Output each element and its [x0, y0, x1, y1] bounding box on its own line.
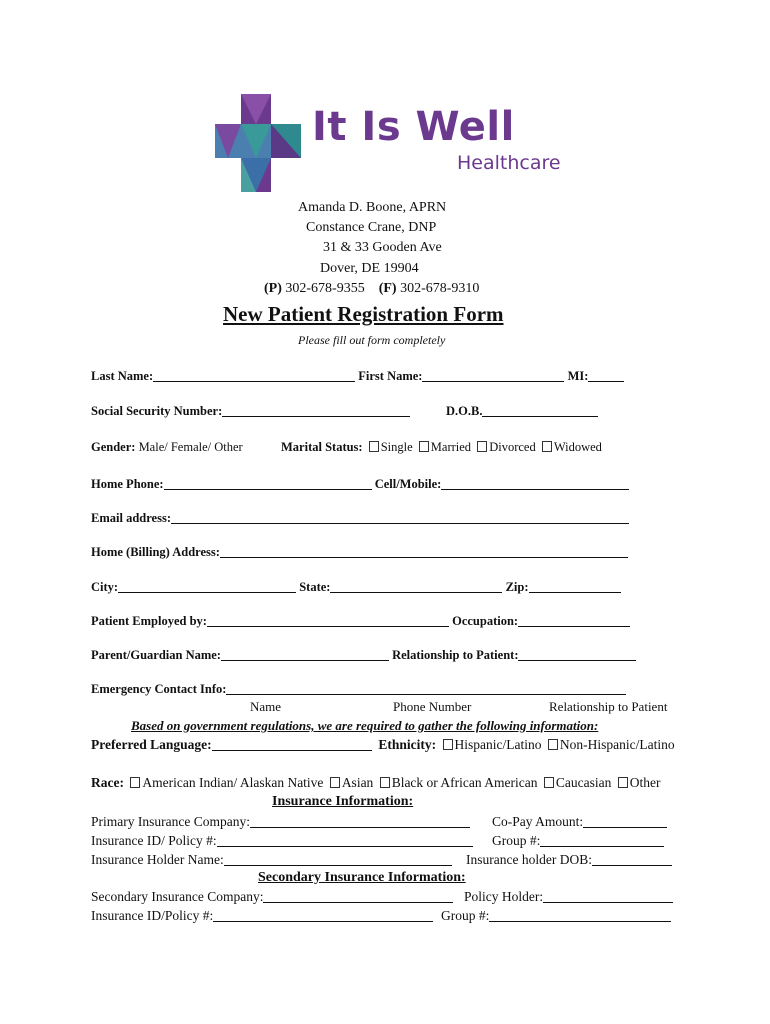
widowed-label: Widowed [553, 440, 602, 454]
provider-contact [264, 281, 479, 297]
gender-label: Gender: [91, 440, 136, 454]
row-emergency [91, 682, 626, 697]
occupation-field[interactable] [518, 614, 630, 627]
provider-name-1: Amanda D. Boone, APRN [298, 200, 447, 215]
asian-label: Asian [341, 775, 374, 790]
group-label: Group #: [492, 833, 541, 848]
row-secondary-company [91, 889, 453, 905]
row-policy-holder [464, 889, 673, 905]
primary-company-label: Primary Insurance Company: [91, 814, 250, 829]
row-city [91, 580, 621, 595]
first-name-label: First Name: [358, 369, 423, 383]
secondary-group-label: Group #: [441, 908, 490, 923]
state-field[interactable] [330, 580, 502, 593]
row-employer [91, 614, 630, 629]
secondary-heading: Secondary Insurance Information: [258, 870, 466, 885]
divorced-checkbox[interactable] [477, 441, 487, 452]
state-label: State: [299, 580, 331, 594]
widowed-checkbox[interactable] [542, 441, 552, 452]
ethnicity-label: Ethnicity: [378, 737, 437, 752]
row-secondary-id [91, 908, 433, 924]
last-name-label: Last Name: [91, 369, 154, 383]
dob-label: D.O.B. [446, 404, 483, 418]
ssn-field[interactable] [222, 404, 410, 417]
holder-name-field[interactable] [224, 853, 452, 866]
hispanic-label: Hispanic/Latino [454, 737, 542, 752]
cross-logo-icon [215, 94, 301, 192]
asian-checkbox[interactable] [330, 777, 340, 788]
last-name-field[interactable] [153, 369, 355, 382]
city-field[interactable] [118, 580, 296, 593]
black-checkbox[interactable] [380, 777, 390, 788]
fax-number: 302-678-9310 [400, 281, 480, 296]
row-ssn [91, 404, 410, 419]
zip-field[interactable] [529, 580, 621, 593]
mi-field[interactable] [588, 369, 624, 382]
secondary-company-field[interactable] [263, 890, 453, 903]
marital-label: Marital Status: [281, 440, 363, 454]
divorced-label: Divorced [489, 440, 536, 454]
race-label: Race: [91, 775, 124, 790]
row-secondary-group [441, 908, 671, 924]
primary-company-field[interactable] [250, 815, 470, 828]
gender-options[interactable]: Male/ Female/ Other [138, 440, 243, 454]
provider-address-1: 31 & 33 Gooden Ave [323, 240, 442, 255]
row-language [91, 737, 675, 753]
emergency-sub-phone: Phone Number [393, 699, 472, 714]
government-note: Based on government regulations, we are required to gather the following information: [131, 718, 599, 733]
page-subtitle: Please fill out form completely [298, 333, 446, 347]
emergency-sub-relationship: Relationship to Patient [549, 699, 668, 714]
ssn-label: Social Security Number: [91, 404, 223, 418]
language-field[interactable] [212, 738, 372, 751]
other-race-checkbox[interactable] [618, 777, 628, 788]
insurance-heading: Insurance Information: [272, 794, 414, 809]
policy-holder-field[interactable] [543, 890, 673, 903]
id-policy-field[interactable] [217, 834, 473, 847]
guardian-label: Parent/Guardian Name: [91, 648, 221, 662]
brand-sub: Healthcare [457, 152, 561, 174]
holder-dob-label: Insurance holder DOB: [466, 852, 592, 867]
row-names [91, 369, 624, 384]
row-dob [446, 404, 598, 419]
married-label: Married [430, 440, 472, 454]
single-label: Single [380, 440, 413, 454]
row-race [91, 775, 661, 791]
holder-name-label: Insurance Holder Name: [91, 852, 224, 867]
married-checkbox[interactable] [419, 441, 429, 452]
row-primary-company [91, 814, 470, 830]
occupation-label: Occupation: [452, 614, 519, 628]
id-policy-label: Insurance ID/ Policy #: [91, 833, 217, 848]
phone-label: (P) [264, 281, 282, 296]
email-field[interactable] [171, 511, 629, 524]
row-gender [91, 440, 243, 455]
home-phone-label: Home Phone: [91, 477, 164, 491]
secondary-group-field[interactable] [489, 909, 671, 922]
city-label: City: [91, 580, 119, 594]
secondary-company-label: Secondary Insurance Company: [91, 889, 264, 904]
single-checkbox[interactable] [369, 441, 379, 452]
black-label: Black or African American [391, 775, 538, 790]
employed-by-label: Patient Employed by: [91, 614, 207, 628]
policy-holder-label: Policy Holder: [464, 889, 544, 904]
other-race-label: Other [629, 775, 661, 790]
row-copay [492, 814, 667, 830]
row-email [91, 511, 629, 526]
guardian-field[interactable] [221, 648, 389, 661]
row-marital [281, 440, 602, 455]
non-hispanic-checkbox[interactable] [548, 739, 558, 750]
relationship-label: Relationship to Patient: [392, 648, 519, 662]
row-guardian [91, 648, 636, 663]
row-holder-dob [466, 852, 672, 868]
zip-label: Zip: [505, 580, 529, 594]
secondary-id-field[interactable] [213, 909, 433, 922]
brand-name: It Is Well [312, 104, 515, 150]
row-group [492, 833, 664, 849]
hispanic-checkbox[interactable] [443, 739, 453, 750]
dob-field[interactable] [482, 404, 598, 417]
logo [215, 94, 575, 194]
fax-label: (F) [378, 281, 397, 296]
holder-dob-field[interactable] [592, 853, 672, 866]
caucasian-checkbox[interactable] [544, 777, 554, 788]
cell-label: Cell/Mobile: [374, 477, 442, 491]
copay-field[interactable] [583, 815, 667, 828]
home-address-label: Home (Billing) Address: [91, 545, 220, 559]
home-phone-field[interactable] [164, 477, 372, 490]
copay-label: Co-Pay Amount: [492, 814, 584, 829]
relationship-field[interactable] [518, 648, 636, 661]
row-address [91, 545, 628, 560]
language-label: Preferred Language: [91, 737, 212, 752]
row-id-policy [91, 833, 473, 849]
non-hispanic-label: Non-Hispanic/Latino [559, 737, 675, 752]
mi-label: MI: [567, 369, 589, 383]
row-phones [91, 477, 629, 492]
american-indian-checkbox[interactable] [130, 777, 140, 788]
provider-address-2: Dover, DE 19904 [320, 261, 419, 276]
emergency-field[interactable] [226, 682, 626, 695]
american-indian-label: American Indian/ Alaskan Native [142, 775, 324, 790]
group-field[interactable] [540, 834, 664, 847]
first-name-field[interactable] [422, 369, 564, 382]
employed-by-field[interactable] [207, 614, 449, 627]
emergency-label: Emergency Contact Info: [91, 682, 227, 696]
email-label: Email address: [91, 511, 171, 525]
home-address-field[interactable] [220, 545, 628, 558]
emergency-sub-name: Name [250, 699, 282, 714]
provider-name-2: Constance Crane, DNP [306, 220, 437, 235]
phone-number: 302-678-9355 [285, 281, 365, 296]
cell-field[interactable] [441, 477, 629, 490]
caucasian-label: Caucasian [555, 775, 612, 790]
secondary-id-label: Insurance ID/Policy #: [91, 908, 214, 923]
page-title: New Patient Registration Form [223, 302, 504, 326]
row-holder-name [91, 852, 452, 868]
